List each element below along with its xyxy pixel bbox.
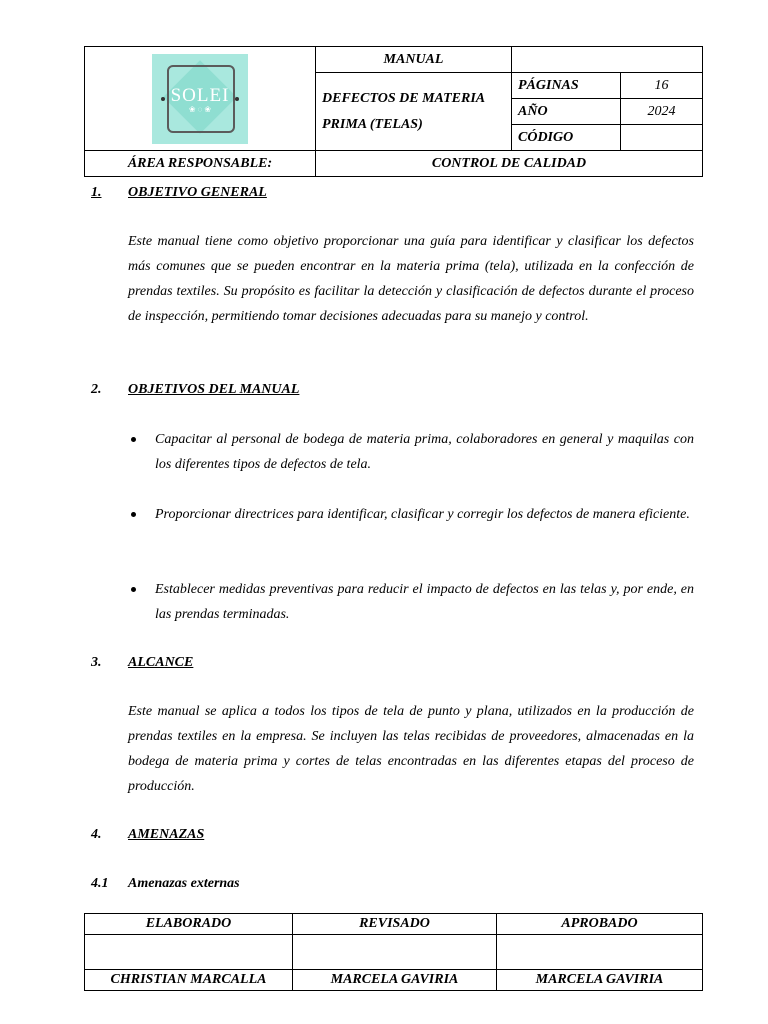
section-3-number: 3. [91, 655, 102, 670]
signature-cell-revisado [293, 935, 497, 970]
logo-ornament: ❀ ◌ ❀ [188, 104, 212, 114]
doc-type-blank [512, 47, 703, 73]
bullet-icon [131, 587, 136, 592]
approval-header-aprobado: APROBADO [497, 914, 703, 935]
code-value [621, 125, 703, 151]
section-1-text: Este manual tiene como objetivo proporcionar una guía para identificar y clasificar los defectos más comunes que se pueden encontrar en la materia prima (tela), utilizada en la confección de prendas textiles. Su propósito es facilitar la detección y clasificación de defectos durante el proceso de inspección, permitiendo tomar decisiones adecuadas para su manejo y control. [128, 234, 694, 324]
signature-cell-elaborado [85, 935, 293, 970]
logo-text: SOLEI [170, 84, 230, 106]
approval-header-elaborado: ELABORADO [85, 914, 293, 935]
signature-cell-aprobado [497, 935, 703, 970]
section-4-title: AMENAZAS [128, 827, 205, 842]
list-item-text: Capacitar al personal de bodega de materia prima, colaboradores en general y maquilas con los diferentes tipos de defectos de tela. [155, 432, 694, 472]
section-1-title: OBJETIVO GENERAL [128, 185, 267, 200]
section-4-1-number: 4.1 [91, 876, 109, 891]
section-3-title: ALCANCE [128, 655, 194, 670]
code-label: CÓDIGO [512, 125, 621, 151]
approval-table [84, 913, 703, 991]
bullet-icon [131, 437, 136, 442]
section-4-1-title: Amenazas externas [128, 876, 240, 891]
approval-name-aprobado: MARCELA GAVIRIA [497, 970, 703, 991]
doc-title-line1: DEFECTOS DE MATERIA [322, 90, 486, 106]
list-item [131, 577, 694, 627]
list-item-text: Establecer medidas preventivas para reducir el impacto de defectos en las telas y, por ende, en las prendas terminadas. [155, 582, 694, 622]
year-value: 2024 [621, 99, 703, 125]
approval-header-revisado: REVISADO [293, 914, 497, 935]
area-label: ÁREA RESPONSABLE: [85, 151, 316, 177]
year-label: AÑO [512, 99, 621, 125]
pages-value: 16 [621, 73, 703, 99]
doc-title [316, 73, 512, 151]
document-header-table [84, 46, 703, 177]
list-item [131, 502, 694, 527]
section-2-number: 2. [91, 382, 102, 397]
section-3-text: Este manual se aplica a todos los tipos de tela de punto y plana, utilizados en la producción de prendas textiles en la empresa. Se incluyen las telas recibidas de proveedores, almacenadas en la bodega de materia prima y cortes de telas encontradas en las diferentes etapas del proceso de producción. [128, 704, 694, 794]
area-value: CONTROL DE CALIDAD [316, 151, 703, 177]
doc-type: MANUAL [316, 47, 512, 73]
doc-title-line2: PRIMA (TELAS) [322, 116, 423, 132]
section-1-number: 1. [91, 185, 102, 200]
approval-name-revisado: MARCELA GAVIRIA [293, 970, 497, 991]
list-item-text: Proporcionar directrices para identificar, clasificar y corregir los defectos de manera eficiente. [155, 507, 690, 522]
pages-label: PÁGINAS [512, 73, 621, 99]
list-item [131, 427, 694, 477]
approval-name-elaborado: CHRISTIAN MARCALLA [85, 970, 293, 991]
section-2-title: OBJETIVOS DEL MANUAL [128, 382, 300, 397]
solei-logo [152, 54, 248, 144]
logo-cell [85, 47, 316, 151]
section-4-number: 4. [91, 827, 102, 842]
bullet-icon [131, 512, 136, 517]
